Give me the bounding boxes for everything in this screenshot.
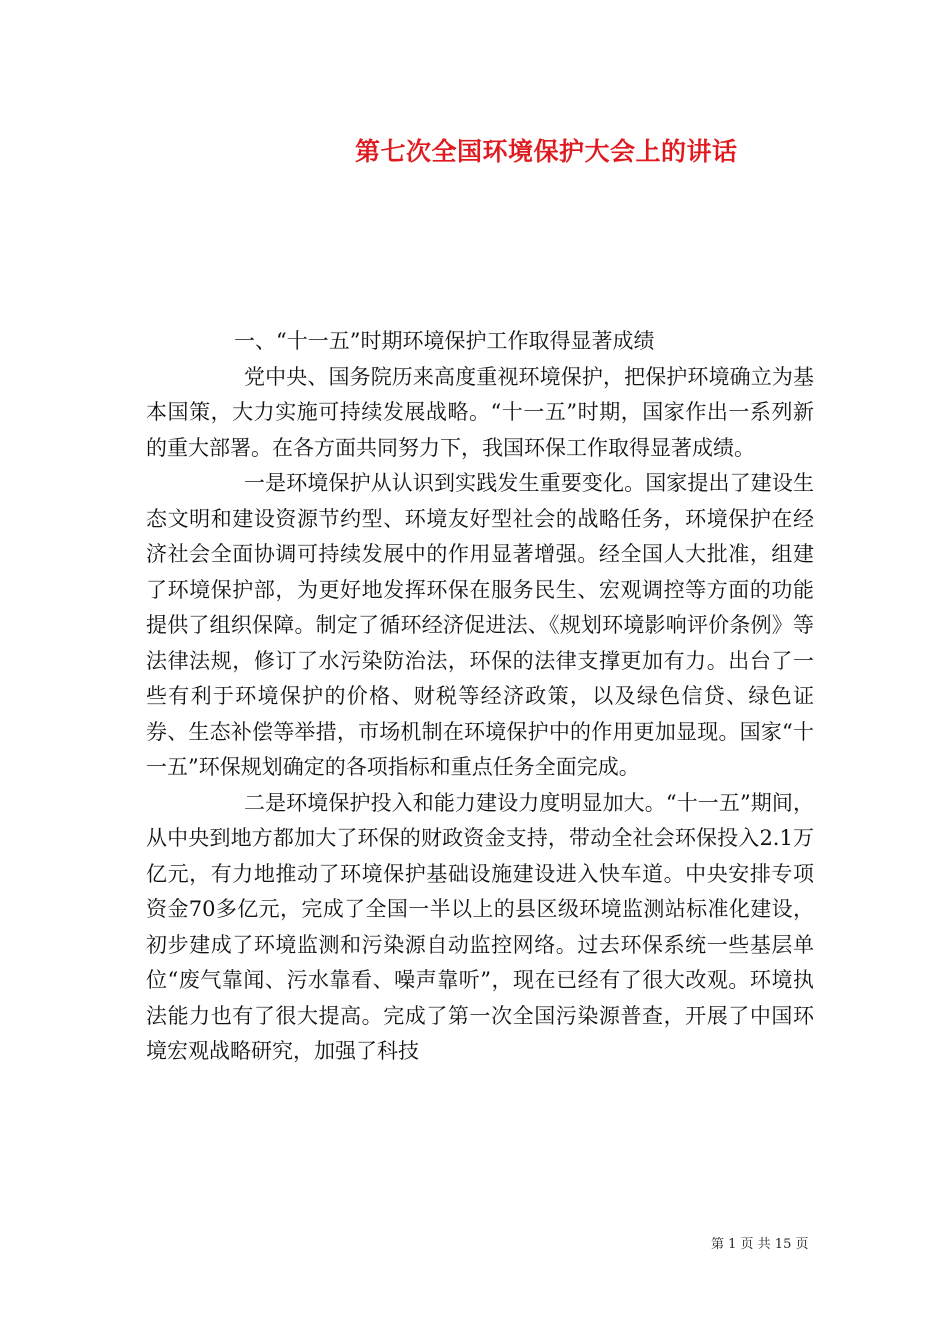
paragraph-2: 一是环境保护从认识到实践发生重要变化。国家提出了建设生态文明和建设资源节约型、环境友好型社会的战略任务，环境保护在经济社会全面协调可持续发展中的作用显著增强。经全国人大批准，组建了环境保护部，为更好地发挥环保在服务民生、宏观调控等方面的功能提供了组织保障。制定了循环经济促进法、《规划环境影响评价条例》等法律法规，修订了水污染防治法，环保的法律支撑更加有力。出台了一些有利于环境保护的价格、财税等经济政策，以及绿色信贷、绿色证券、生态补偿等举措，市场机制在环境保护中的作用更加显现。国家“十一五”环保规划确定的各项指标和重点任务全面完成。 bbox=[146, 471, 814, 779]
section-heading: 一、“十一五”时期环境保护工作取得显著成绩 bbox=[234, 329, 655, 353]
paragraph-1: 党中央、国务院历来高度重视环境保护，把保护环境确立为基本国策，大力实施可持续发展战略。“十一五”时期，国家作出一系列新的重大部署。在各方面共同努力下，我国环保工作取得显著成绩。 bbox=[146, 364, 814, 460]
paragraph-3: 二是环境保护投入和能力建设力度明显加大。“十一五”期间，从中央到地方都加大了环保的财政资金支持，带动全社会环保投入2.1万亿元，有力地推动了环境保护基础设施建设进入快车道。中央安排专项资金70多亿元，完成了全国一半以上的县区级环境监测站标准化建设，初步建成了环境监测和污染源自动监控网络。过去环保系统一些基层单位“废气靠闻、污水靠看、噪声靠听”，现在已经有了很大改观。环境执法能力也有了很大提高。完成了第一次全国污染源普查，开展了中国环境宏观战略研究，加强了科技 bbox=[146, 790, 814, 1063]
document-body bbox=[146, 324, 814, 1070]
document-title: 第七次全国环境保护大会上的讲话 bbox=[355, 137, 738, 166]
page-number: 第 1 页 共 15 页 bbox=[711, 1237, 809, 1252]
